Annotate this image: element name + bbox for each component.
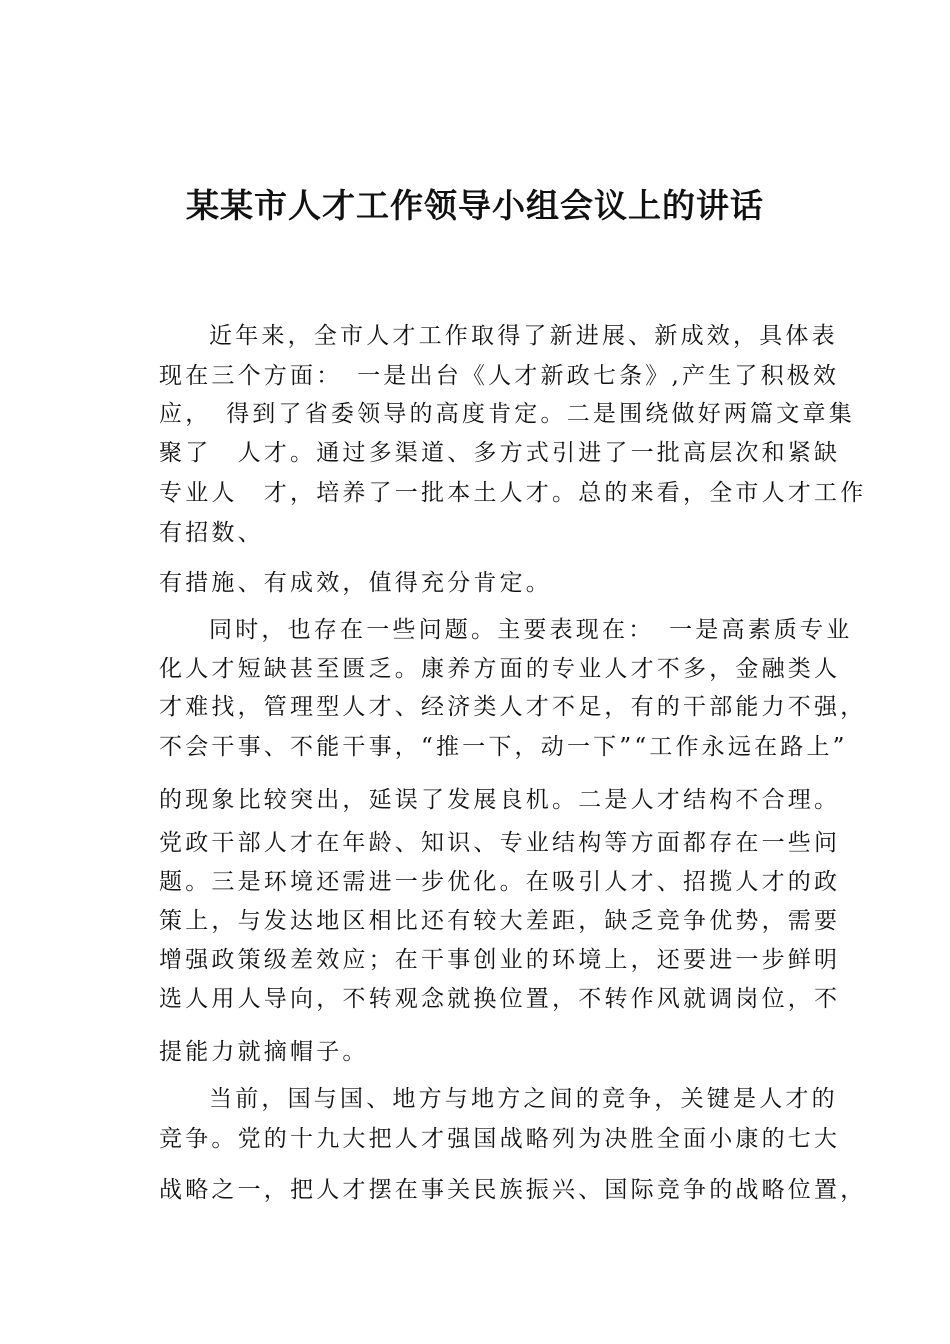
body-line: 专业人 才，培养了一批本土人才。总的来看，全市人才工作 <box>159 480 867 506</box>
body-line: 现在三个方面： 一是出台《人才新政七条》,产生了积极效 <box>159 363 840 389</box>
body-line: 化人才短缺甚至匮乏。康养方面的专业人才不多，金融类人 <box>159 656 841 682</box>
body-line: 选人用人导向，不转观念就换位置，不转作风就调岗位，不 <box>159 986 841 1012</box>
body-line: 的现象比较突出，延误了发展良机。二是人才结构不合理。 <box>159 787 841 813</box>
body-line: 当前，国与国、地方与地方之间的竞争，关键是人才的 <box>209 1086 838 1112</box>
body-line: 聚了 人才。通过多渠道、多方式引进了一批高层次和紧缺 <box>159 440 841 466</box>
body-line: 党政干部人才在年龄、知识、专业结构等方面都存在一些问 <box>159 830 841 856</box>
body-line: 题。三是环境还需进一步优化。在吸引人才、招揽人才的政 <box>159 869 841 895</box>
body-line: 有招数、 <box>159 520 264 546</box>
body-line: 竞争。党的十九大把人才强国战略列为决胜全面小康的七大 <box>159 1126 841 1152</box>
body-line: 才难找，管理型人才、经济类人才不足，有的干部能力不强， <box>159 694 867 720</box>
body-line: 策上，与发达地区相比还有较大差距，缺乏竞争优势，需要 <box>159 908 841 934</box>
body-line: 近年来，全市人才工作取得了新进展、新成效，具体表 <box>209 323 838 349</box>
body-line: 不会干事、不能干事，“推一下，动一下”“工作永远在路上” <box>159 734 848 760</box>
body-line: 提能力就摘帽子。 <box>159 1039 369 1065</box>
body-line: 应， 得到了省委领导的高度肯定。二是围绕做好两篇文章集 <box>159 401 855 427</box>
body-line: 战略之一，把人才摆在事关民族振兴、国际竞争的战略位置， <box>159 1177 867 1203</box>
body-line: 有措施、有成效，值得充分肯定。 <box>159 570 552 596</box>
document-title: 某某市人才工作领导小组会议上的讲话 <box>186 186 764 225</box>
body-line: 增强政策级差效应；在干事创业的环境上，还要进一步鲜明 <box>159 947 841 973</box>
body-line: 同时，也存在一些问题。主要表现在： 一是高素质专业 <box>209 617 853 643</box>
